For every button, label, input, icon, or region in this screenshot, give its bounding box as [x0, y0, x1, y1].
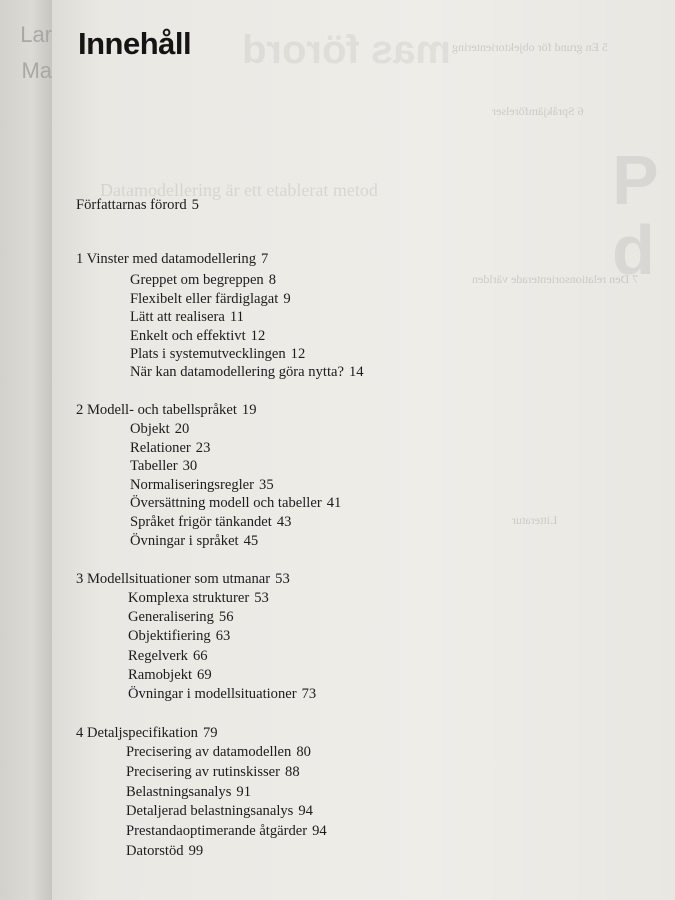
toc-section	[126, 783, 251, 801]
toc-page: 20	[174, 421, 190, 437]
ghost-line: 6 Språkjämförelser	[492, 104, 584, 118]
toc-section	[130, 457, 197, 475]
toc-section	[130, 271, 276, 289]
toc-label: Enkelt och effektivt	[130, 328, 246, 344]
toc-label: Ramobjekt	[128, 667, 193, 683]
toc-section	[128, 666, 212, 684]
toc-page: 41	[326, 495, 342, 511]
toc-page: 99	[188, 843, 204, 859]
toc-page: 19	[241, 402, 257, 418]
toc-page: 8	[268, 272, 277, 288]
toc-section	[126, 743, 311, 761]
toc-label: Plats i systemutvecklingen	[130, 346, 286, 362]
toc-section	[130, 308, 244, 326]
toc-page: 30	[182, 458, 198, 474]
toc-label: Författarnas förord	[76, 197, 187, 213]
toc-label: Greppet om begreppen	[130, 272, 264, 288]
toc-section	[130, 532, 258, 550]
toc-page: 12	[290, 346, 306, 362]
toc-page: 5	[191, 197, 199, 213]
toc-label: Precisering av rutinskisser	[126, 764, 281, 780]
toc-section	[130, 420, 189, 438]
ghost-line: Datamodellering är ett etablerat metod	[100, 180, 378, 200]
toc-page: 45	[243, 533, 259, 549]
toc-label: När kan datamodellering göra nytta?	[130, 364, 344, 380]
toc-label: Regelverk	[128, 648, 188, 664]
toc-page: 63	[215, 628, 231, 644]
toc-section	[126, 842, 203, 860]
toc-section	[128, 685, 316, 703]
toc-label: 4 Detaljspecifikation	[76, 725, 198, 741]
toc-page: 53	[275, 571, 290, 587]
toc-section	[128, 627, 230, 645]
ghost-letter: P	[612, 141, 659, 219]
toc-section	[128, 589, 269, 607]
toc-label: Objektifiering	[128, 628, 211, 644]
ghost-letter: d	[612, 211, 655, 289]
toc-section	[126, 763, 300, 781]
toc-label: 3 Modellsituationer som utmanar	[76, 571, 271, 587]
toc-page: 88	[285, 764, 300, 780]
toc-label: Detaljerad belastningsanalys	[126, 803, 294, 819]
toc-label: Övningar i språket	[130, 533, 239, 549]
spine-fragment-2: Ma	[21, 58, 52, 83]
toc-section	[130, 345, 305, 363]
toc-label: Precisering av datamodellen	[126, 744, 292, 760]
toc-entry-preface	[76, 196, 199, 214]
toc-page: 35	[259, 477, 274, 493]
toc-label: Objekt	[130, 421, 170, 437]
toc-chapter-1	[76, 250, 268, 268]
toc-section	[130, 513, 291, 531]
toc-label: Tabeller	[130, 458, 178, 474]
toc-page: 43	[276, 514, 292, 530]
toc-section	[130, 494, 341, 512]
toc-section	[130, 290, 291, 308]
toc-label: Datorstöd	[126, 843, 184, 859]
ghost-heading: mas förord	[242, 28, 451, 72]
toc-page: 73	[301, 686, 317, 702]
toc-label: 2 Modell- och tabellspråket	[76, 402, 237, 418]
toc-label: Belastningsanalys	[126, 784, 232, 800]
toc-label: 1 Vinster med datamodellering	[76, 251, 257, 267]
page-title: Innehåll	[78, 26, 192, 61]
toc-section	[130, 439, 210, 457]
toc-page: 94	[312, 823, 327, 839]
toc-label: Komplexa strukturer	[128, 590, 250, 606]
toc-page: 7	[261, 251, 269, 267]
toc-page: 69	[197, 667, 212, 683]
toc-section	[130, 476, 274, 494]
toc-page: 91	[236, 784, 251, 800]
toc-label: Flexibelt eller färdiglagat	[130, 291, 279, 307]
toc-label: Språket frigör tänkandet	[130, 514, 272, 530]
toc-label: Generalisering	[128, 609, 214, 625]
toc-label: Övningar i modellsituationer	[128, 686, 297, 702]
toc-chapter-4	[76, 724, 218, 742]
ghost-line: 7 Den relationsorienterade världen	[472, 272, 639, 286]
toc-page: 56	[218, 609, 234, 625]
toc-page: 23	[195, 440, 211, 456]
toc-label: Normaliseringsregler	[130, 477, 255, 493]
toc-label: Prestandaoptimerande åtgärder	[126, 823, 308, 839]
toc-page: 12	[250, 328, 266, 344]
ghost-line: Litteratur	[512, 513, 558, 527]
toc-page: 11	[229, 309, 244, 325]
toc-page: 53	[254, 590, 269, 606]
toc-chapter-3	[76, 570, 290, 588]
toc-section	[130, 363, 364, 381]
toc-page: 66	[192, 648, 208, 664]
toc-page: 9	[283, 291, 291, 307]
toc-section	[128, 608, 234, 626]
toc-label: Översättning modell och tabeller	[130, 495, 322, 511]
toc-page: 14	[348, 364, 364, 380]
spine-fragment-1: Lar	[20, 22, 52, 47]
toc-page: 80	[296, 744, 311, 760]
toc-section	[126, 802, 313, 820]
ghost-line: 5 En grund för objektorientering	[452, 40, 608, 54]
toc-chapter-2	[76, 401, 256, 419]
toc-page: 79	[202, 725, 218, 741]
toc-section	[130, 327, 265, 345]
toc-label: Lätt att realisera	[130, 309, 225, 325]
toc-label: Relationer	[130, 440, 191, 456]
toc-section	[126, 822, 327, 840]
toc-section	[128, 647, 208, 665]
toc-page: 94	[298, 803, 313, 819]
